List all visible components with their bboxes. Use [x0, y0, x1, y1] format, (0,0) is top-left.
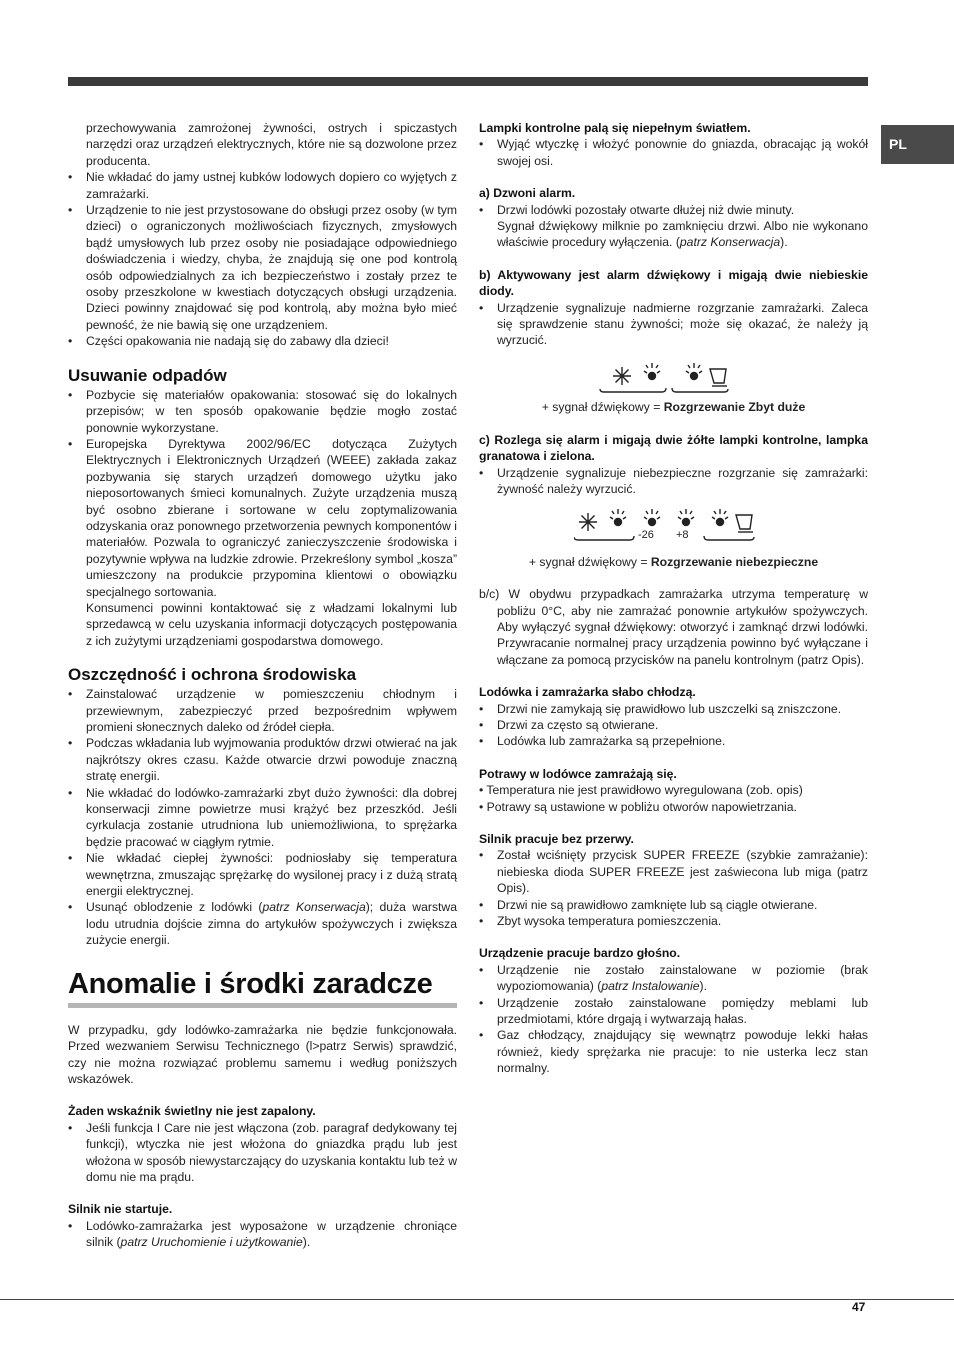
cross-reference: patrz Konserwacja [262, 900, 366, 915]
list-item: • Nie wkładać ciepłej żywności: podniosłaby się temperatura wewnętrzna, zmuszając sprężarkę do wysilonej pracy i z dużą stratą energii elektrycznej. [68, 850, 457, 899]
subsection-title: Silnik pracuje bez przerwy. [479, 832, 634, 846]
list-item: • Pozbycie się materiałów opakowania: stosować się do lokalnych przepisów; w ten sposób opakowanie będzie mogło zostać ponownie wykorzystane. [68, 387, 457, 436]
bell-icon [736, 515, 753, 532]
blinking-led-icon [712, 509, 728, 526]
footer-rule [0, 1299, 954, 1300]
subsection-title: Lampki kontrolne palą się niepełnym światłem. [479, 121, 751, 135]
list-item [68, 899, 457, 948]
list-item: • Urządzenie zostało zainstalowane pomiędzy meblami lub przedmiotami, które drgają i wytwarzają hałas. [479, 995, 868, 1028]
loud-list [479, 962, 868, 1077]
subsection-title: b) Aktywowany jest alarm dźwiękowy i migają dwie niebieskie diody. [479, 267, 868, 299]
brace-icon [600, 388, 666, 392]
temp-label: +8 [675, 529, 689, 542]
blinking-led-icon [610, 509, 626, 526]
lamps-list [479, 136, 868, 169]
brace-icon [672, 388, 728, 392]
cross-reference: patrz Instalowanie [601, 979, 700, 994]
text-run: ). [302, 1235, 311, 1250]
brace-icon [704, 536, 754, 540]
intro-continuation: przechowywania zamrożonej żywności, ostrych i spiczastych narzędzi oraz urządzeń elektrycznych, które nie są dozwolone przez producenta. [86, 121, 457, 168]
cross-reference: patrz Konserwacja [679, 235, 781, 250]
list-item [68, 1218, 457, 1251]
indicator-diagram-b [479, 359, 868, 397]
blinking-led-icon [678, 509, 694, 526]
subsection-title: Urządzenie pracuje bardzo głośno. [479, 946, 681, 961]
list-item: • Temperatura nie jest prawidłowo wyregulowana (zob. opis) [479, 783, 803, 798]
alarm-a-continuation [479, 218, 868, 251]
list-item: • Potrawy są ustawione w pobliżu otworów napowietrzania. [479, 799, 797, 814]
text-run: Urządzenie nie zostało zainstalowane w poziomie (brak wypoziomowania) ( [497, 962, 868, 994]
right-column [479, 120, 868, 1077]
nonstop-list [479, 847, 868, 929]
subsection-title: Potrawy w lodówce zamrażają się. [479, 766, 677, 781]
text-run: Lodówko-zamrażarka jest wyposażone w urządzenie chroniące silnik ( [86, 1218, 457, 1250]
list-item [479, 962, 868, 995]
list-item: • Europejska Dyrektywa 2002/96/EC dotycząca Zużytych Elektrycznych i Elektronicznych Urządzeń (WEEE) zakłada zakaz pozbywania się starych urządzeń domowego użytku jako nieposortowanych śmieci komunalnych. Zużyte urządzenia muszą być osobno zbierane i sortowane w celu zoptymalizowania odzyskania oraz ponownego przetworzenia pewnych komponentów i materiałów. Pozwala to ograniczyć zanieczyszczenie środowiska i pozytywnie wpływa na ludzkie zdrowie. Przekreślony symbol „kosza” umieszczony na produkcie przypomina klientowi o obowiązku specjalnego sortowania. [68, 436, 457, 600]
alarm-a-list [479, 202, 868, 218]
eco-list [68, 686, 457, 949]
text-run: + sygnał dźwiękowy = [528, 554, 651, 569]
indicator-lights-icon [574, 507, 774, 547]
list-item: • Lodówka lub zamrażarka są przepełnione. [479, 733, 868, 749]
temp-label: -26 [637, 529, 654, 542]
subsection-title: Silnik nie startuje. [68, 1202, 173, 1217]
waste-list [68, 387, 457, 600]
list-item: • Urządzenie sygnalizuje nadmierne rozgrzanie zamrażarki. Zaleca się sprawdzenie stanu żywności; może się okazać, że należy ją wyrzucić. [479, 300, 868, 349]
list-item: • Jeśli funkcja I Care nie jest włączona (zob. paragraf dedykowany tej funkcji), wtyczka nie jest włożona do gniazdka prądu lub jest włożona w sposób niewystarczający do uzyskania kontaktu lub też w domu nie ma prądu. [68, 1120, 457, 1186]
list-item: • Wyjąć wtyczkę i włożyć ponownie do gniazda, obracając ją wokół swojej osi. [479, 136, 868, 169]
snowflake-icon [579, 513, 597, 531]
left-column [68, 120, 457, 1251]
text-run: ); duża warstwa lodu utrudnia dojście zimna do artykułów spożywczych i zwiększa zużycie energii. [86, 900, 458, 948]
bc-paragraph: b/c) W obydwu przypadkach zamrażarka utrzyma temperaturę w pobliżu 0°C, aby nie zamrażać ponownie artykułów spożywczych. Aby wyłączyć sygnał dźwiękowy: otworzyć i zamknąć drzwi lodówki. Przywracanie normalnej pracy urządzenia powinno być wyłączane i włączane za pomocą przycisków na panelu kontrolnym (patrz Opis). [479, 587, 868, 667]
list-item: • Został wciśnięty przycisk SUPER FREEZE (szybkie zamrażanie): niebieska dioda SUPER FREEZE jest zaświecona lub miga (patrz Opis). [479, 847, 868, 896]
page-number: 47 [852, 1300, 866, 1314]
diagram-caption [479, 399, 868, 415]
section-title-waste: Usuwanie odpadów [68, 365, 227, 385]
freeze-list [479, 782, 868, 815]
no-light-list [68, 1120, 457, 1186]
indicator-diagram-c [479, 507, 868, 551]
subsection-title: a) Dzwoni alarm. [479, 186, 576, 201]
text-run: ). [699, 979, 707, 994]
motor-list [68, 1218, 457, 1251]
anomalies-intro: W przypadku, gdy lodówko-zamrażarka nie będzie funkcjonowała. Przed wezwaniem Serwisu Technicznego (l>patrz Serwis) sprawdzić, czy nie można rozwiązać problemu samemu i według poniższych wskazówek. [68, 1022, 457, 1086]
list-item: • Drzwi za często są otwierane. [479, 717, 868, 733]
bell-icon [710, 369, 727, 386]
list-item: • Drzwi lodówki pozostały otwarte dłużej niż dwie minuty. [479, 202, 868, 218]
alarm-c-list [479, 465, 868, 498]
section-title-eco: Oszczędność i ochrona środowiska [68, 665, 357, 685]
cooling-list [479, 701, 868, 750]
brace-icon [574, 536, 634, 540]
alarm-b-list [479, 300, 868, 349]
top-header-bar [68, 77, 868, 86]
list-item: • Zainstalować urządzenie w pomieszczeniu chłodnym i przewiewnym, zabezpieczyć przed bezpośrednim wpływem promieni słonecznych daleko od źródeł ciepła. [68, 686, 457, 735]
list-item: • Drzwi nie są prawidłowo zamknięte lub są ciągle otwierane. [479, 897, 868, 913]
title-underline [68, 1003, 457, 1008]
blinking-led-icon [644, 363, 660, 380]
blinking-led-icon [644, 509, 660, 526]
blinking-led-icon [686, 363, 702, 380]
cross-reference: patrz Uruchomienie i użytkowanie [120, 1235, 303, 1250]
list-item: • Drzwi nie zamykają się prawidłowo lub uszczelki są zniszczone. [479, 701, 868, 717]
list-item: • Zbyt wysoka temperatura pomieszczenia. [479, 913, 868, 929]
intro-list [68, 169, 457, 349]
list-item: • Gaz chłodzący, znajdujący się wewnątrz powoduje lekki hałas również, kiedy sprężarka nie pracuje: to nie usterka lecz stan normalny. [479, 1027, 868, 1076]
text-run: + sygnał dźwiękowy = [541, 400, 664, 415]
page-title: Anomalie i środki zaradcze [68, 967, 433, 1000]
list-item: • Nie wkładać do lodówko-zamrażarki zbyt dużo żywności: dla dobrej konserwacji zimne powietrze musi krążyć bez przeszkód. Jeśli cyrkulacja zostanie utrudniona lub uniemożliwiona, to sprężarka będzie pracować w ciągłym rytmie. [68, 785, 457, 851]
subsection-title: Żaden wskaźnik świetlny nie jest zapalony. [68, 1104, 316, 1119]
diagram-caption [479, 554, 868, 570]
list-item: • Nie wkładać do jamy ustnej kubków lodowych dopiero co wyjętych z zamrażarki. [68, 169, 457, 202]
list-item: • Części opakowania nie nadają się do zabawy dla dzieci! [68, 333, 457, 349]
caption-emphasis: Rozgrzewanie Zbyt duże [663, 400, 806, 415]
indicator-lights-icon [594, 359, 754, 393]
subsection-title: c) Rozlega się alarm i migają dwie żółte lampki kontrolne, lampka granatowa i zielona. [479, 432, 868, 464]
language-tab: PL [881, 125, 954, 164]
text-run: ). [780, 235, 788, 250]
list-item: • Urządzenie sygnalizuje niebezpieczne rozgrzanie się zamrażarki: żywność należy wyrzucić. [479, 465, 868, 498]
text-run: Usunąć oblodzenie z lodówki ( [86, 900, 263, 915]
list-item: • Urządzenie to nie jest przystosowane do obsługi przez osoby (w tym dzieci) o ograniczonych możliwościach fizycznych, zmysłowych bądź umysłowych lub przez osoby nie posiadające odpowiedniego doświadczenia i wiedzy, chyba, że znajdują się one pod kontrolą osób odpowiedzialnych za ich bezpieczeństwo i zostały przez te osoby przeszkolone w kwestiach dotyczących obsługi urządzenia. Dzieci powinny znajdować się pod kontrolą, aby można było mieć pewność, że nie bawią się one urządzeniem. [68, 202, 457, 333]
waste-continuation: Konsumenci powinni kontaktować się z władzami lokalnymi lub sprzedawcą w celu uzyskania informacji dotyczących postępowania z ich zużytymi urządzeniami gospodarstwa domowego. [86, 600, 457, 648]
snowflake-icon [613, 367, 631, 385]
caption-emphasis: Rozgrzewanie niebezpieczne [650, 554, 819, 569]
list-item: • Podczas wkładania lub wyjmowania produktów drzwi otwierać na jak najkrótszy okres czasu. Każde otwarcie drzwi powoduje znaczną stratę energii. [68, 735, 457, 784]
subsection-title: Lodówka i zamrażarka słabo chłodzą. [479, 685, 696, 700]
text-run: Sygnał dźwiękowy milknie po zamknięciu drzwi. Albo nie wykonano właściwie procedury wyłączenia. ( [497, 219, 868, 250]
